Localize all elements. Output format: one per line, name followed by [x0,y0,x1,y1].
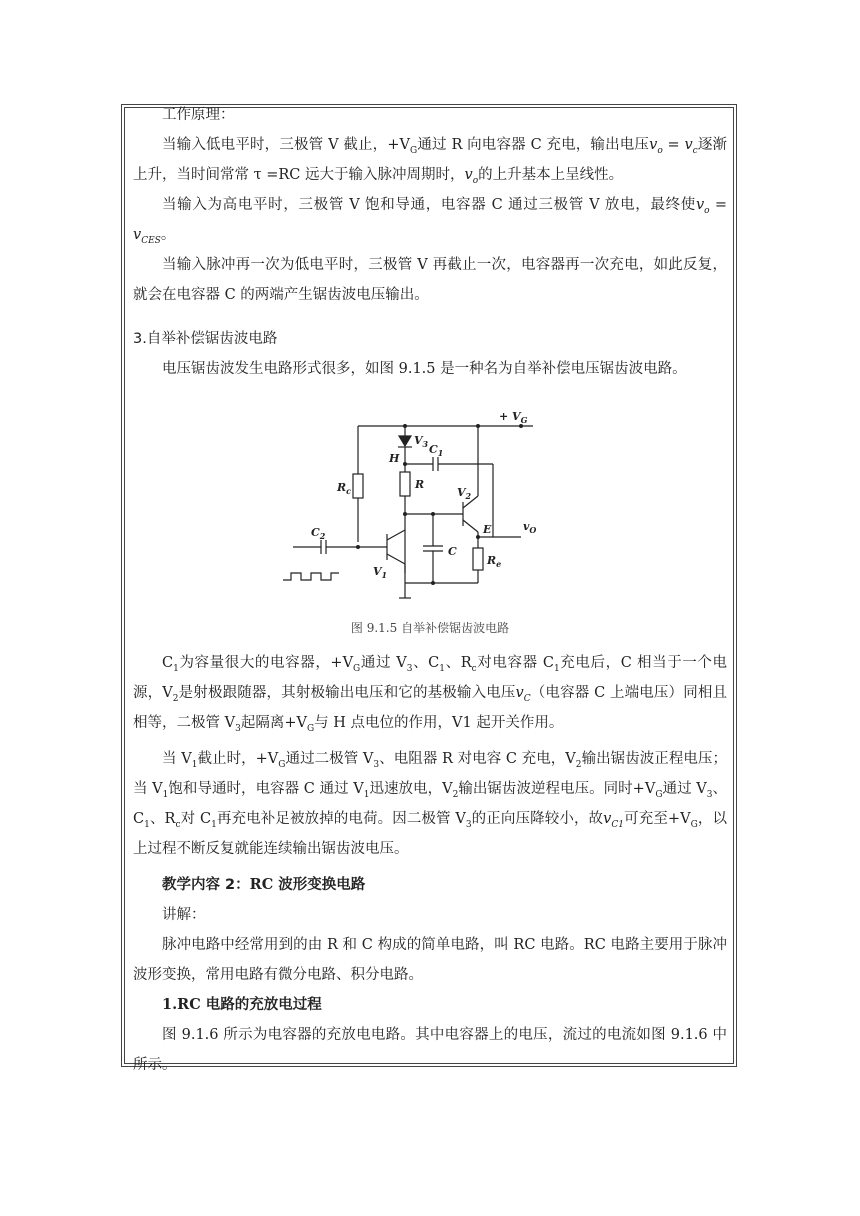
explain-label: 讲解： [162,907,206,923]
paragraph-intro-figure: 电压锯齿波发生电路形式很多，如图 9.1.5 是一种名为自举补偿电压锯齿波电路。 [162,361,687,377]
paragraph-high-input: 当输入为高电平时，三极管 V 饱和导通，电容器 C 通过三极管 V 放电，最终使$v_o = v_{CES}$。 [133,197,727,246]
paragraph-operation: 当 $V_1$截止时，$+V_G$通过二极管 $V_3$、电阻器 R 对电容 C 充电，$V_2$输出锯齿波正程电压；当 $V_1$饱和导通时，电容器 C 通过 $V_1$迅速放电，$V_2$输出锯齿波逆程电压。同时$+V_G$通过 $V_3$、$C_1$、$R_c$对 $C_1$再充电补足被放掉的电荷。因二极管 $V_3$的正向压降较小，故$v_{C1}$可充至$+V_G$，以上过程不断反复就能连续输出锯齿波电压。 [133,751,727,857]
label-vg: + $V_G$ [499,410,528,425]
label-rc: $R_c$ [337,481,352,496]
figure-caption: 图 9.1.5 自举补偿锯齿波电路 [350,621,510,635]
label-h: H [389,452,400,465]
label-c1: $C_1$ [429,443,444,458]
label-v1: $V_1$ [373,565,388,580]
label-c2: $C_2$ [311,526,326,541]
label-re: $R_e$ [487,554,502,569]
paragraph-rc-intro: 脉冲电路中经常用到的由 R 和 C 构成的简单电路，叫 RC 电路。RC 电路主要用于脉冲波形变换，常用电路有微分电路、积分电路。 [133,937,727,983]
paragraph-low-input: 当输入低电平时，三极管 V 截止，$+V_G$通过 R 向电容器 C 充电，输出电压$v_o = v_c$逐渐上升，当时间常常 τ =RC 远大于输入脉冲周期时，$v_o$的上升基本上呈线性。 [133,137,728,186]
label-r: R [415,478,425,491]
document-content [133,100,727,1080]
section-heading-bootstrap: 3.自举补偿锯齿波电路 [133,331,278,347]
paragraph-repeat: 当输入脉冲再一次为低电平时，三极管 V 再截止一次，电容器再一次充电，如此反复，就会在电容器 C 的两端产生锯齿波电压输出。 [133,257,727,303]
label-v2: $V_2$ [457,486,472,501]
label-c: C [448,545,457,558]
figure-9-1-5 [133,384,727,614]
paragraph-figure-9-1-6: 图 9.1.6 所示为电容器的充放电电路。其中电容器上的电压，流过的电流如图 9.1.6 中所示。 [133,1027,727,1073]
label-vo: $v_O$ [523,520,537,535]
principle-title: 工作原理： [162,107,235,123]
label-e: E [483,523,492,536]
label-v3: $V_3$ [414,434,429,449]
circuit-diagram [283,390,543,615]
paragraph-c1-description: $C_1$为容量很大的电容器，$+V_G$通过 $V_3$、$C_1$、$R_c$对电容器 $C_1$充电后，C 相当于一个电源，$V_2$是射极跟随器，其射极输出电压和它的基极输入电压$v_C$（电容器 C 上端电压）同相且相等，二极管 $V_3$起隔离$+V_G$与 H 点电位的作用，V1 起开关作用。 [133,655,727,734]
section-heading-content-2: 教学内容 2：RC 波形变换电路 [162,876,366,893]
section-heading-rc-charge: 1.RC 电路的充放电过程 [162,996,322,1013]
